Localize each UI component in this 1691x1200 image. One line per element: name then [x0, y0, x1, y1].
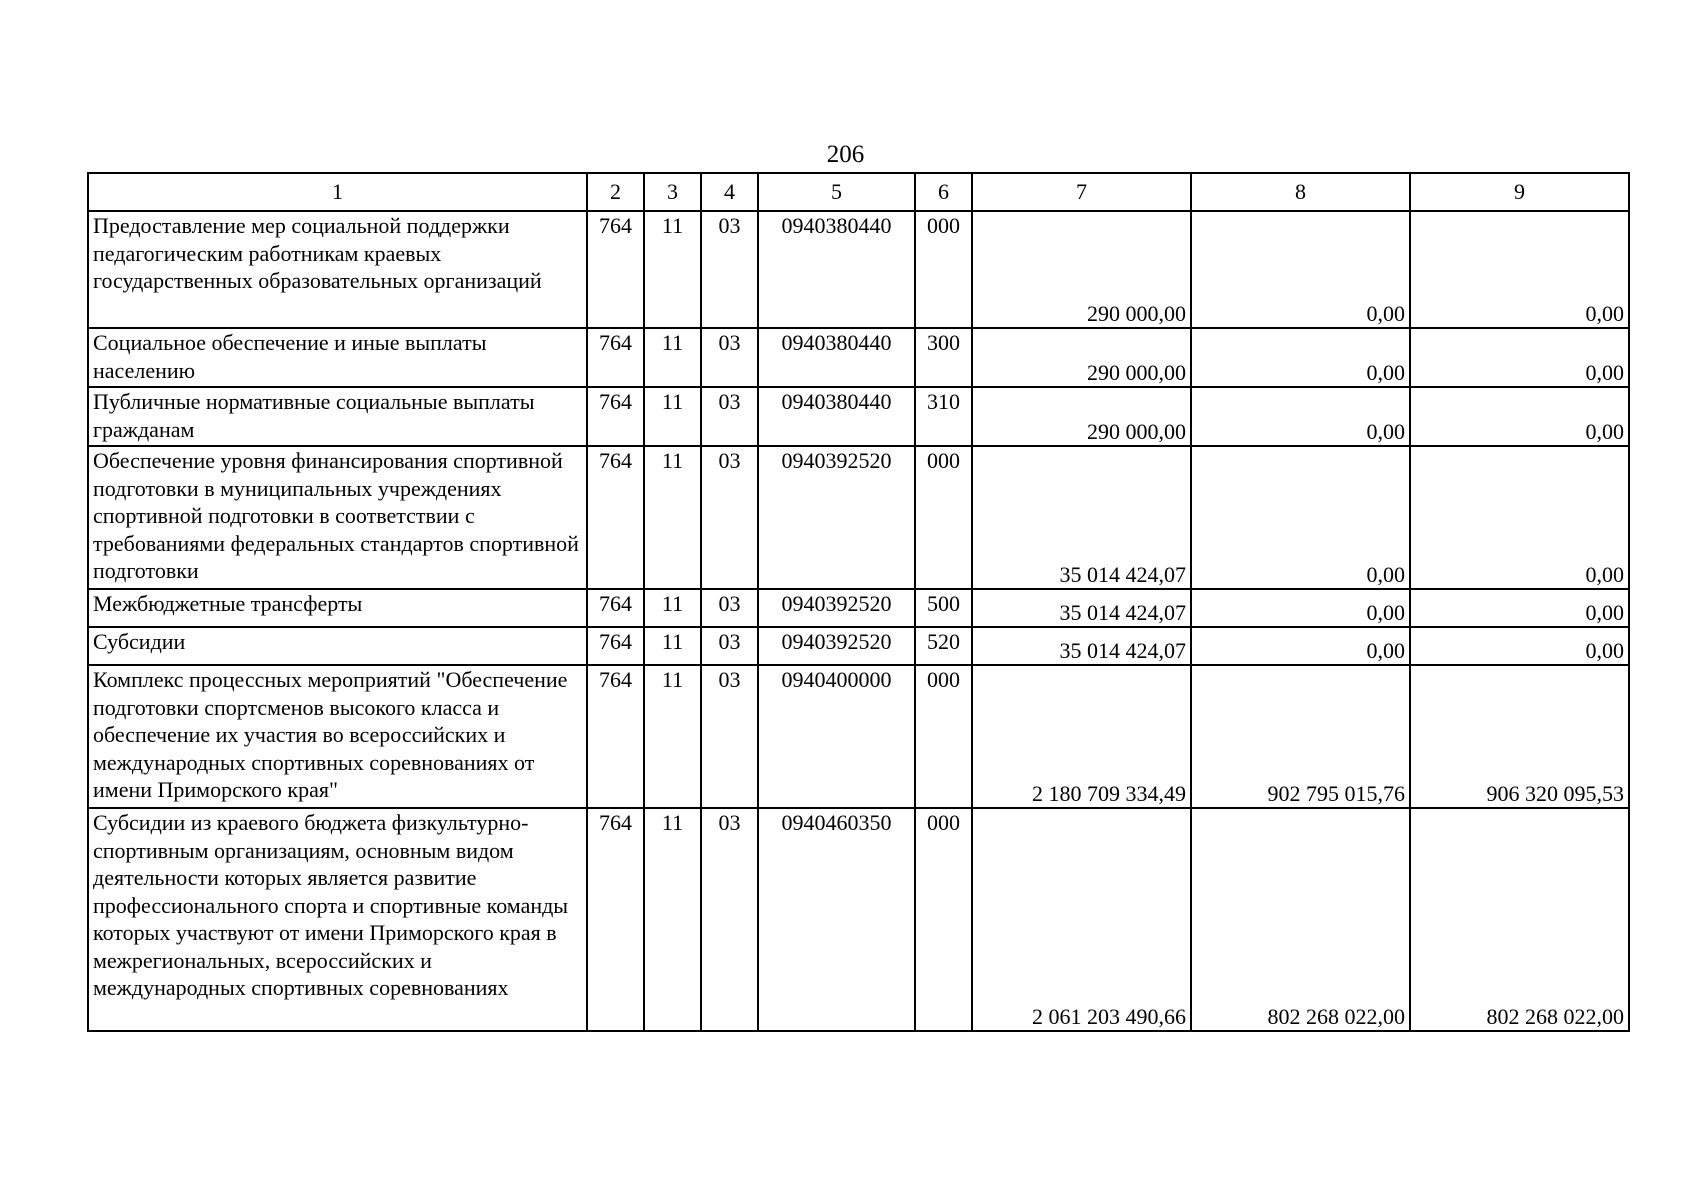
cell-ministry-code: 764: [587, 211, 644, 328]
table-row: [88, 387, 1629, 446]
cell-expense-type: 000: [915, 446, 972, 589]
cell-section-code: 11: [644, 627, 701, 665]
row-name: Межбюджетные трансферты: [88, 589, 587, 627]
cell-ministry-code: 764: [587, 627, 644, 665]
row-name: Субсидии из краевого бюджета физкультурно-спортивным организациям, основным видом деятельности которых является развитие профессионального спорта и спортивные команды которых участвуют от имени Приморского края в межрегиональных, всероссийских и международных спортивных соревнованиях: [88, 808, 587, 1031]
cell-amount-col7: 290 000,00: [972, 211, 1191, 328]
cell-amount-col7: 2 061 203 490,66: [972, 808, 1191, 1031]
cell-subsection-code: 03: [701, 808, 758, 1031]
cell-section-code: 11: [644, 665, 701, 808]
table-row: [88, 627, 1629, 665]
cell-amount-col8: 0,00: [1191, 589, 1410, 627]
cell-expense-type: 000: [915, 808, 972, 1031]
cell-target-article: 0940380440: [758, 387, 915, 446]
table-header-row: [88, 173, 1629, 211]
cell-expense-type: 500: [915, 589, 972, 627]
cell-amount-col8: 0,00: [1191, 387, 1410, 446]
cell-section-code: 11: [644, 387, 701, 446]
cell-amount-col8: 902 795 015,76: [1191, 665, 1410, 808]
cell-amount-col7: 2 180 709 334,49: [972, 665, 1191, 808]
column-header-5: 5: [758, 173, 915, 211]
column-header-4: 4: [701, 173, 758, 211]
cell-target-article: 0940400000: [758, 665, 915, 808]
cell-subsection-code: 03: [701, 211, 758, 328]
cell-subsection-code: 03: [701, 627, 758, 665]
cell-expense-type: 300: [915, 328, 972, 387]
cell-ministry-code: 764: [587, 446, 644, 589]
table-row: [88, 211, 1629, 328]
cell-ministry-code: 764: [587, 808, 644, 1031]
cell-amount-col9: 0,00: [1410, 446, 1629, 589]
row-name: Комплекс процессных мероприятий "Обеспечение подготовки спортсменов высокого класса и обеспечение их участия во всероссийских и международных спортивных соревнованиях от имени Приморского края": [88, 665, 587, 808]
cell-target-article: 0940380440: [758, 328, 915, 387]
cell-amount-col8: 0,00: [1191, 328, 1410, 387]
page-number: 206: [826, 141, 865, 168]
cell-amount-col9: 0,00: [1410, 589, 1629, 627]
row-name: Предоставление мер социальной поддержки педагогическим работникам краевых государственных образовательных организаций: [88, 211, 587, 328]
cell-amount-col9: 0,00: [1410, 627, 1629, 665]
cell-expense-type: 000: [915, 211, 972, 328]
cell-amount-col9: 0,00: [1410, 328, 1629, 387]
cell-target-article: 0940392520: [758, 446, 915, 589]
cell-amount-col7: 35 014 424,07: [972, 446, 1191, 589]
cell-subsection-code: 03: [701, 665, 758, 808]
row-name: Публичные нормативные социальные выплаты гражданам: [88, 387, 587, 446]
cell-ministry-code: 764: [587, 387, 644, 446]
row-name: Обеспечение уровня финансирования спортивной подготовки в муниципальных учреждениях спортивной подготовки в соответствии с требованиями федеральных стандартов спортивной подготовки: [88, 446, 587, 589]
cell-target-article: 0940380440: [758, 211, 915, 328]
column-header-7: 7: [972, 173, 1191, 211]
column-header-1: 1: [88, 173, 587, 211]
table-row: [88, 589, 1629, 627]
cell-amount-col9: 802 268 022,00: [1410, 808, 1629, 1031]
cell-section-code: 11: [644, 808, 701, 1031]
cell-amount-col8: 0,00: [1191, 627, 1410, 665]
column-header-2: 2: [587, 173, 644, 211]
table-row: [88, 446, 1629, 589]
budget-table: [87, 172, 1630, 1032]
cell-subsection-code: 03: [701, 589, 758, 627]
column-header-9: 9: [1410, 173, 1629, 211]
cell-amount-col7: 35 014 424,07: [972, 627, 1191, 665]
cell-expense-type: 000: [915, 665, 972, 808]
cell-subsection-code: 03: [701, 387, 758, 446]
cell-amount-col8: 0,00: [1191, 211, 1410, 328]
cell-subsection-code: 03: [701, 328, 758, 387]
cell-ministry-code: 764: [587, 665, 644, 808]
row-name: Социальное обеспечение и иные выплаты населению: [88, 328, 587, 387]
cell-section-code: 11: [644, 589, 701, 627]
cell-target-article: 0940460350: [758, 808, 915, 1031]
cell-expense-type: 310: [915, 387, 972, 446]
table-row: [88, 328, 1629, 387]
table-row: [88, 665, 1629, 808]
column-header-6: 6: [915, 173, 972, 211]
cell-expense-type: 520: [915, 627, 972, 665]
cell-amount-col9: 0,00: [1410, 211, 1629, 328]
cell-ministry-code: 764: [587, 328, 644, 387]
cell-section-code: 11: [644, 328, 701, 387]
column-header-3: 3: [644, 173, 701, 211]
table-row: [88, 808, 1629, 1031]
column-header-8: 8: [1191, 173, 1410, 211]
row-name: Субсидии: [88, 627, 587, 665]
cell-amount-col8: 802 268 022,00: [1191, 808, 1410, 1031]
cell-target-article: 0940392520: [758, 589, 915, 627]
cell-section-code: 11: [644, 211, 701, 328]
cell-amount-col8: 0,00: [1191, 446, 1410, 589]
cell-amount-col7: 290 000,00: [972, 328, 1191, 387]
cell-target-article: 0940392520: [758, 627, 915, 665]
cell-amount-col7: 290 000,00: [972, 387, 1191, 446]
cell-ministry-code: 764: [587, 589, 644, 627]
cell-amount-col7: 35 014 424,07: [972, 589, 1191, 627]
cell-section-code: 11: [644, 446, 701, 589]
cell-subsection-code: 03: [701, 446, 758, 589]
cell-amount-col9: 0,00: [1410, 387, 1629, 446]
cell-amount-col9: 906 320 095,53: [1410, 665, 1629, 808]
